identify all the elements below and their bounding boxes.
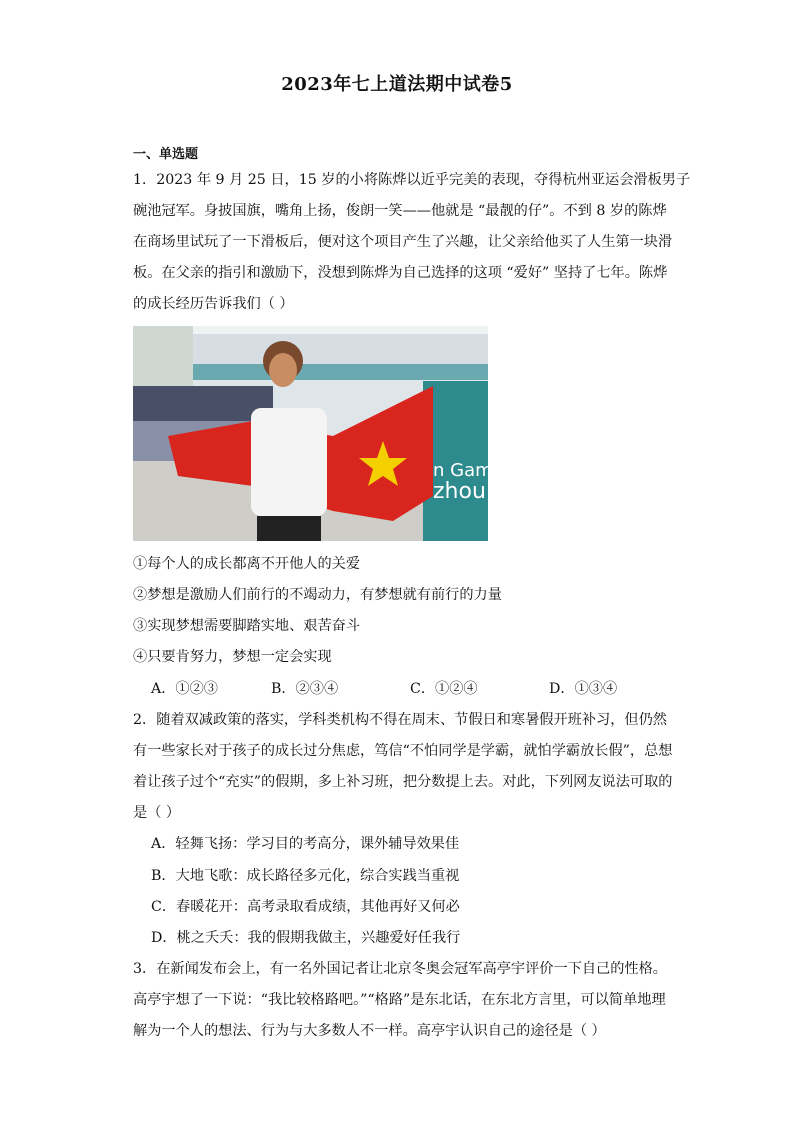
q1-option-b: B．②③④ xyxy=(271,681,339,697)
section-heading: 一、单选题 xyxy=(133,147,199,162)
q3-line-3: 解为一个人的想法、行为与大多数人不一样。高亭宇认识自己的途径是（ ） xyxy=(133,1023,606,1039)
q1-line-3: 在商场里试玩了一下滑板后，便对这个项目产生了兴趣，让父亲给他买了人生第一块滑 xyxy=(133,234,673,250)
skateboarder-flag-photo xyxy=(133,326,514,541)
svg-text:n Games: n Games xyxy=(433,460,514,481)
page-title: 2023年七上道法期中试卷5 xyxy=(281,74,513,95)
q1-option-c: C．①②④ xyxy=(410,681,478,697)
q2-line-4: 是（ ） xyxy=(133,805,181,821)
q2-option-a: A．轻舞飞扬：学习目的考高分，课外辅导效果佳 xyxy=(151,836,460,852)
q1-line-1: 1．2023 年 9 月 25 日，15 岁的小将陈烨以近乎完美的表现，夺得杭州亚运会滑板男子 xyxy=(133,172,691,188)
q1-option-a: A．①②③ xyxy=(151,681,218,697)
q3-line-2: 高亭宇想了一下说：“我比较格路吧。”“格路”是东北话，在东北方言里，可以简单地理 xyxy=(133,992,666,1008)
q2-option-d: D．桃之夭夭：我的假期我做主，兴趣爱好任我行 xyxy=(151,930,461,946)
q3-line-1: 3．在新闻发布会上，有一名外国记者让北京冬奥会冠军高亭宇评价一下自己的性格。 xyxy=(133,961,667,977)
q1-option-d: D．①③④ xyxy=(549,681,618,697)
q2-line-1: 2．随着双减政策的落实，学科类机构不得在周末、节假日和寒暑假开班补习，但仍然 xyxy=(133,712,667,728)
q1-line-5: 的成长经历告诉我们（ ） xyxy=(133,296,294,312)
q2-option-c: C．春暖花开：高考录取看成绩，其他再好又何必 xyxy=(151,899,460,915)
q2-line-3: 着让孩子过个“充实”的假期，多上补习班，把分数提上去。对此，下列网友说法可取的 xyxy=(133,774,673,790)
q1-statement-1: ①每个人的成长都离不开他人的关爱 xyxy=(133,556,361,572)
q2-option-b: B．大地飞歌：成长路径多元化，综合实践当重视 xyxy=(151,868,460,884)
q1-statement-2: ②梦想是激励人们前行的不竭动力，有梦想就有前行的力量 xyxy=(133,587,502,603)
q1-line-2: 碗池冠军。身披国旗，嘴角上扬，俊朗一笑——他就是 “最靓的仔”。不到 8 岁的陈烨 xyxy=(133,203,667,219)
q1-statement-3: ③实现梦想需要脚踏实地、艰苦奋斗 xyxy=(133,618,361,634)
q1-statement-4: ④只要肯努力，梦想一定会实现 xyxy=(133,649,332,665)
svg-text:zhou: zhou xyxy=(433,479,486,504)
q1-line-4: 板。在父亲的指引和激励下，没想到陈烨为自己选择的这项 “爱好” 坚持了七年。陈烨 xyxy=(133,265,668,281)
q2-line-2: 有一些家长对于孩子的成长过分焦虑，笃信“不怕同学是学霸，就怕学霸放长假”，总想 xyxy=(133,743,673,759)
